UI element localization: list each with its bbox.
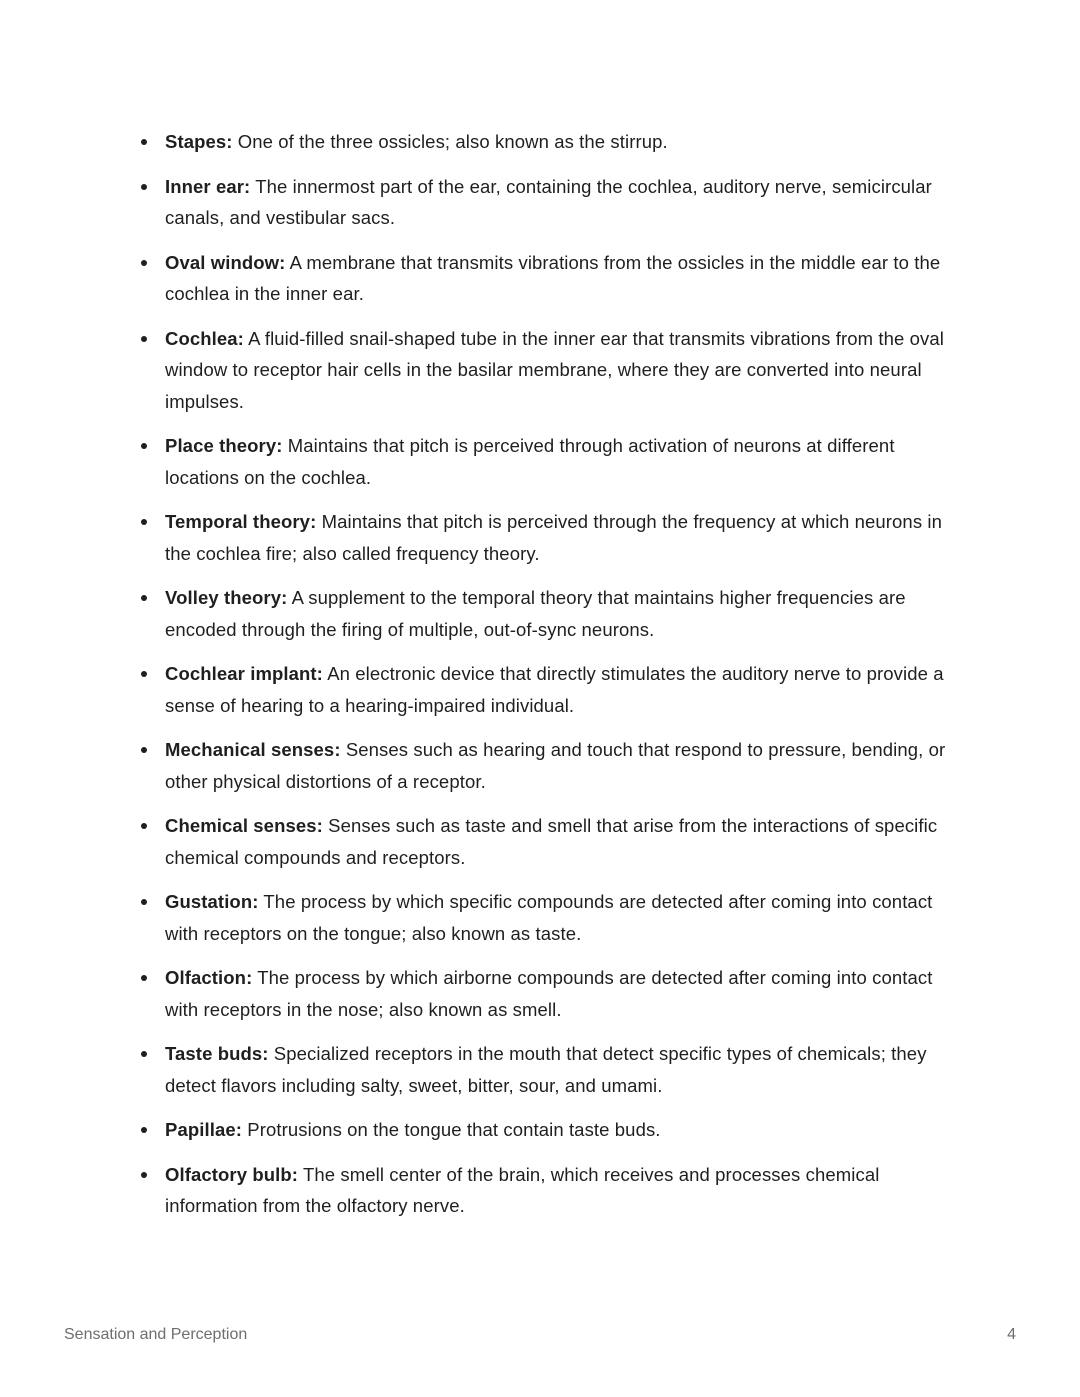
glossary-definition: Senses such as hearing and touch that respond to pressure, bending, or other physical distortions of a receptor. [165,739,946,792]
glossary-term: Olfaction: [165,967,253,988]
footer-document-title: Sensation and Perception [64,1326,248,1343]
glossary-list [137,126,952,1222]
glossary-item-stapes [137,126,952,158]
glossary-term: Stapes: [165,131,233,152]
glossary-term: Taste buds: [165,1043,269,1064]
glossary-definition: The process by which specific compounds are detected after coming into contact with receptors on the tongue; also known as taste. [165,891,933,944]
glossary-definition: Maintains that pitch is perceived through activation of neurons at different locations on the cochlea. [165,435,895,488]
glossary-item-inner-ear [137,171,952,234]
glossary-item-olfaction [137,962,952,1025]
glossary-term: Inner ear: [165,175,251,197]
glossary-item-gustation [137,886,952,949]
glossary-term: Papillae: [165,1119,242,1140]
glossary-item-olfactory-bulb [137,1159,952,1222]
glossary-definition: A membrane that transmits vibrations from the ossicles in the middle ear to the cochlea in the inner ear. [165,251,941,304]
glossary-term: Temporal theory: [165,511,317,532]
glossary-definition: An electronic device that directly stimulates the auditory nerve to provide a sense of hearing to a hearing-impaired individual. [165,663,944,716]
glossary-term: Cochlear implant: [165,663,323,684]
glossary-item-chemical-senses [137,810,952,873]
glossary-term: Chemical senses: [165,815,323,836]
glossary-item-volley-theory [137,582,952,645]
glossary-item-papillae [137,1114,952,1146]
glossary-definition: Specialized receptors in the mouth that detect specific types of chemicals; they detect flavors including salty, sweet, bitter, sour, and umami. [165,1043,927,1096]
glossary-definition: The process by which airborne compounds are detected after coming into contact with receptors in the nose; also known as smell. [165,967,933,1020]
glossary-term: Volley theory: [165,587,288,608]
glossary-item-cochlea [137,323,952,418]
glossary-definition: A fluid-filled snail-shaped tube in the inner ear that transmits vibrations from the oval window to receptor hair cells in the basilar membrane, where they are converted into neural impulses. [165,327,944,412]
glossary-definition: The smell center of the brain, which receives and processes chemical information from the olfactory nerve. [165,1163,880,1216]
glossary-item-taste-buds [137,1038,952,1101]
glossary-definition: One of the three ossicles; also known as the stirrup. [237,131,668,152]
glossary-item-mechanical-senses [137,734,952,797]
glossary-item-cochlear-implant [137,658,952,721]
glossary-term: Cochlea: [165,327,244,349]
glossary-term: Mechanical senses: [165,739,341,760]
glossary-term: Place theory: [165,435,283,456]
glossary-definition: Protrusions on the tongue that contain taste buds. [247,1119,661,1140]
glossary-item-oval-window [137,247,952,310]
glossary-item-temporal-theory [137,506,952,569]
glossary-term: Olfactory bulb: [165,1163,299,1185]
glossary-definition: The innermost part of the ear, containing the cochlea, auditory nerve, semicircular canals, and vestibular sacs. [165,175,932,228]
glossary-term: Gustation: [165,891,259,912]
glossary-definition: A supplement to the temporal theory that maintains higher frequencies are encoded through the firing of multiple, out-of-sync neurons. [165,587,906,640]
footer-page-number: 4 [1007,1326,1016,1343]
page-footer [64,1325,1016,1345]
glossary-definition: Maintains that pitch is perceived through the frequency at which neurons in the cochlea fire; also called frequency theory. [165,511,943,564]
glossary-item-place-theory [137,430,952,493]
glossary-definition: Senses such as taste and smell that arise from the interactions of specific chemical compounds and receptors. [165,815,938,868]
glossary-term: Oval window: [165,251,286,273]
